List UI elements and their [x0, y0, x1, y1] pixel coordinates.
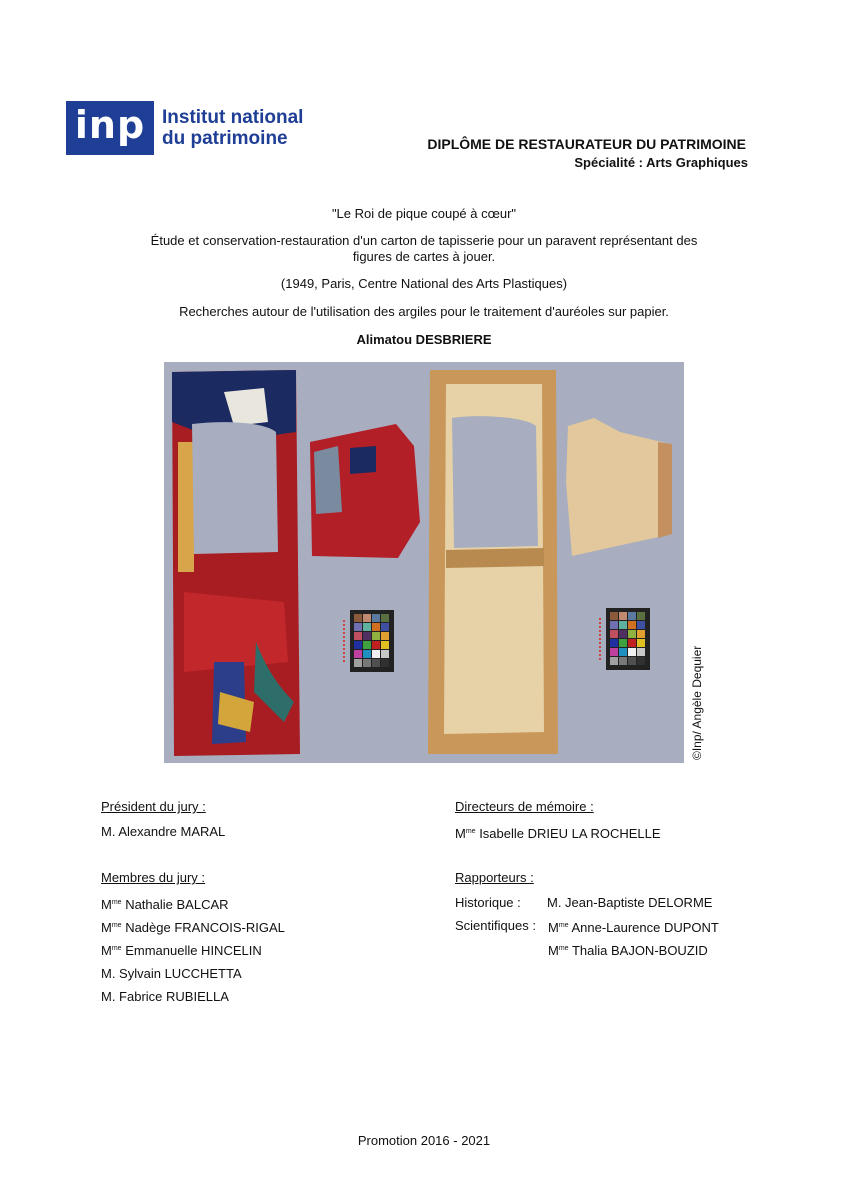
member-item: $M^{me}$ Nadège FRANCOIS-RIGAL — [101, 920, 285, 935]
president-heading: Président du jury : — [101, 799, 206, 814]
member-item: $M^{me}$ Nathalie BALCAR — [101, 897, 229, 912]
member-item: M. Sylvain LUCCHETTA — [101, 966, 242, 981]
scientific-reporter: $M^{me}$ Thalia BAJON-BOUZID — [548, 943, 708, 958]
thesis-author: Alimatou DESBRIERE — [356, 332, 492, 347]
president-name: M. Alexandre MARAL — [101, 824, 226, 839]
reporters-heading: Rapporteurs : — [455, 870, 534, 885]
institution-name-line2: du patrimoine — [162, 128, 288, 149]
photo-credit-text: ©Inp/ Angèle Dequier — [690, 645, 704, 760]
institution-name-line1: Institut national — [162, 107, 304, 128]
thesis-provenance: (1949, Paris, Centre National des Arts Plastiques) — [280, 276, 568, 291]
scientific-reporter: $M^{me}$ Anne-Laurence DUPONT — [548, 920, 719, 935]
institution-name — [162, 107, 303, 149]
directors-heading: Directeurs de mémoire : — [455, 799, 594, 814]
historic-label: Historique : — [455, 895, 521, 910]
director-name: $M^{me}$ Isabelle DRIEU LA ROCHELLE — [455, 826, 661, 841]
thesis-research: Recherches autour de l'utilisation des argiles pour le traitement d'auréoles sur papier. — [179, 304, 669, 319]
artwork-illustration — [164, 362, 684, 763]
scientific-label: Scientifiques : — [455, 918, 536, 933]
diploma-title: DIPLÔME DE RESTAURATEUR DU PATRIMOINE — [427, 136, 746, 152]
photo-credit — [690, 620, 706, 760]
diploma-specialty: Spécialité : Arts Graphiques — [574, 155, 748, 170]
promotion-years: Promotion 2016 - 2021 — [357, 1133, 491, 1148]
thesis-subtitle-line1: Étude et conservation-restauration d'un carton de tapisserie pour un paravent représentant des — [150, 233, 698, 248]
members-heading: Membres du jury : — [101, 870, 206, 885]
thesis-title: "Le Roi de pique coupé à cœur" — [331, 206, 517, 221]
thesis-subtitle-line2: figures de cartes à jouer. — [352, 249, 496, 264]
member-item: M. Fabrice RUBIELLA — [101, 989, 229, 1004]
artwork-photograph — [164, 362, 684, 763]
historic-reporter: M. Jean-Baptiste DELORME — [547, 895, 713, 910]
member-item: $M^{me}$ Emmanuelle HINCELIN — [101, 943, 262, 958]
inp-logo: inp — [74, 103, 146, 147]
